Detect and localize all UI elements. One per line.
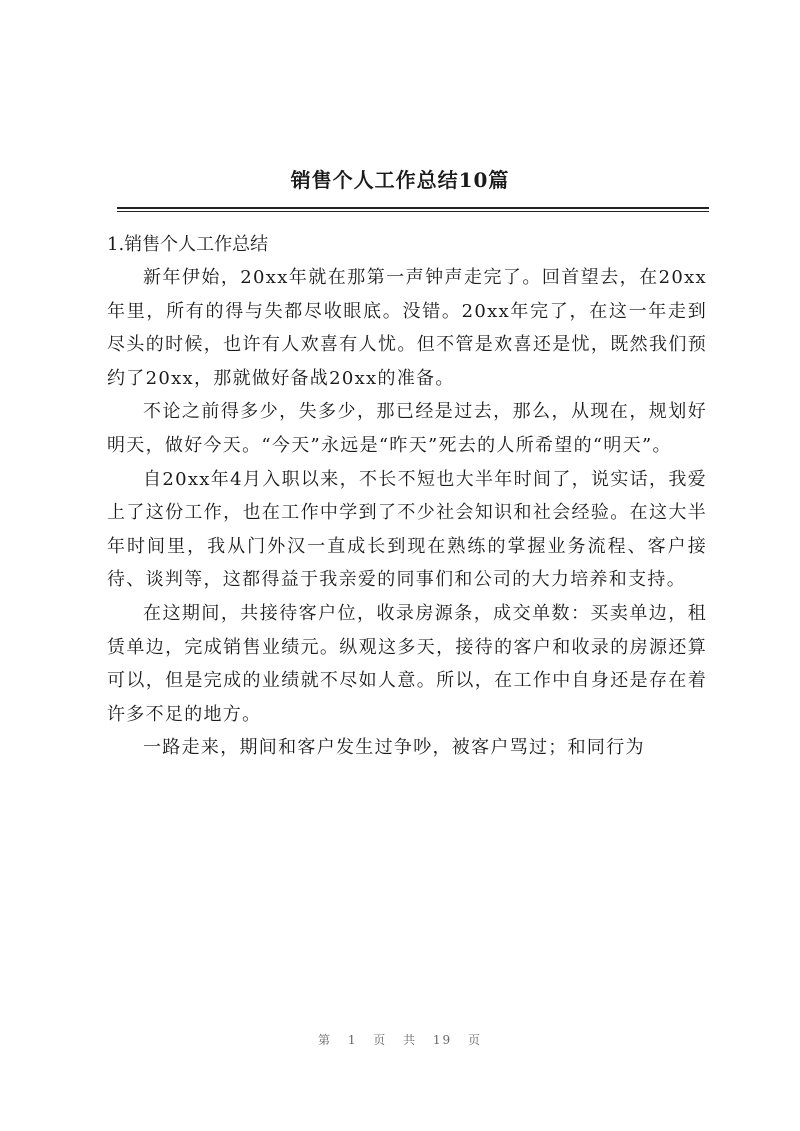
paragraph-3: 自20xx年4月入职以来，不长不短也大半年时间了，说实话，我爱上了这份工作，也在工作中学到了不少社会知识和社会经验。在这大半年时间里，我从门外汉一直成长到现在熟练的掌握业务流程、客户接待、谈判等，这都得益于我亲爱的同事们和公司的大力培养和支持。 bbox=[107, 468, 707, 591]
section-heading: 1.销售个人工作总结 bbox=[107, 234, 269, 255]
paragraph-2: 不论之前得多少，失多少，那已经是过去，那么，从现在，规划好明天，做好今天。“今天”永远是“昨天”死去的人所希望的“明天”。 bbox=[107, 401, 707, 456]
paragraph-1: 新年伊始，20xx年就在那第一声钟声走完了。回首望去，在20xx年里，所有的得与失都尽收眼底。没错。20xx年完了，在这一年走到尽头的时候，也许有人欢喜有人忧。但不管是欢喜还是忧，既然我们预约了20xx，那就做好备战20xx的准备。 bbox=[107, 267, 707, 389]
page-footer: 第 1 页 共 19 页 bbox=[318, 1033, 482, 1047]
paragraph-4: 在这期间，共接待客户位，收录房源条，成交单数：买卖单边，租赁单边，完成销售业绩元。纵观这多天，接待的客户和收录的房源还算可以，但是完成的业绩就不尽如人意。所以，在工作中自身还是存在着许多不足的地方。 bbox=[107, 602, 707, 725]
title-divider bbox=[117, 207, 709, 212]
paragraph-5: 一路走来，期间和客户发生过争吵，被客户骂过；和同行为 bbox=[143, 737, 645, 759]
document-title: 销售个人工作总结10篇 bbox=[290, 168, 510, 192]
document-body bbox=[107, 228, 707, 765]
